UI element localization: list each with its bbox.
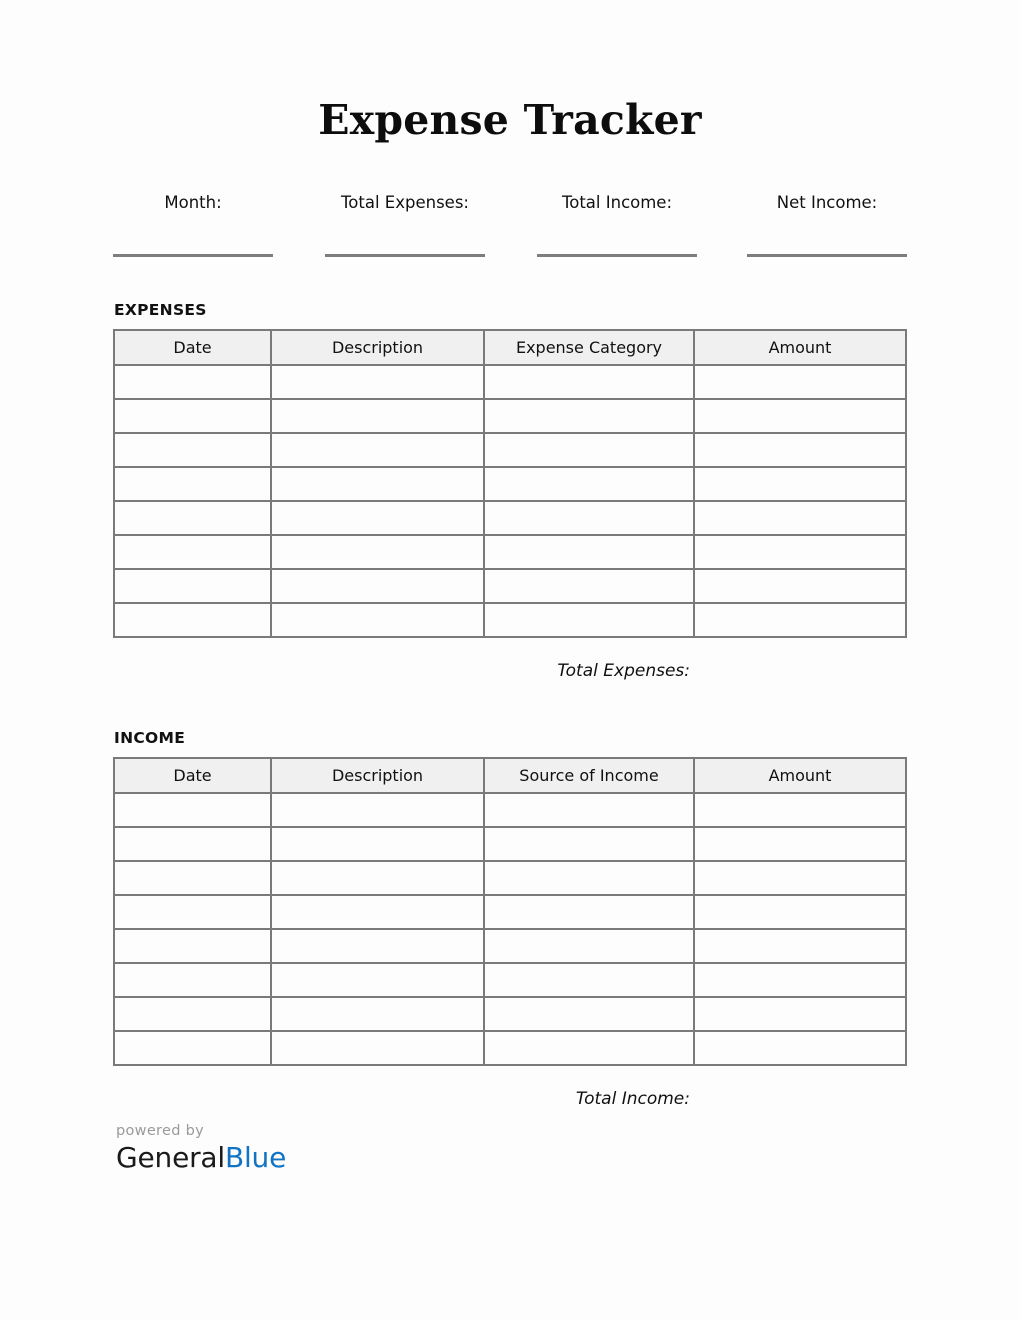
total-expenses-label: Total Expenses: [557, 661, 690, 681]
expenses-column-header-description: Description [271, 330, 484, 365]
income-cell-amount[interactable] [694, 895, 906, 929]
expenses-cell-category[interactable] [484, 535, 694, 569]
table-row [114, 929, 906, 963]
brand-name-blue: Blue [224, 1141, 287, 1174]
powered-by-label: powered by [116, 1123, 205, 1139]
income-cell-description[interactable] [271, 1031, 484, 1065]
income-cell-source[interactable] [484, 963, 694, 997]
expenses-cell-category[interactable] [484, 365, 694, 399]
summary-field-total-income-underline[interactable] [537, 254, 697, 257]
expenses-cell-amount[interactable] [694, 467, 906, 501]
income-cell-date[interactable] [114, 963, 271, 997]
expenses-cell-amount[interactable] [694, 365, 906, 399]
table-row [114, 467, 906, 501]
income-cell-date[interactable] [114, 895, 271, 929]
income-cell-source[interactable] [484, 827, 694, 861]
income-cell-description[interactable] [271, 997, 484, 1031]
summary-field-month-underline[interactable] [113, 254, 273, 257]
income-cell-source[interactable] [484, 1031, 694, 1065]
table-row [114, 433, 906, 467]
table-row [114, 1031, 906, 1065]
expenses-cell-date[interactable] [114, 501, 271, 535]
table-row [114, 501, 906, 535]
income-section-heading: INCOME [114, 729, 186, 747]
expenses-cell-category[interactable] [484, 399, 694, 433]
expenses-cell-description[interactable] [271, 535, 484, 569]
income-cell-amount[interactable] [694, 997, 906, 1031]
income-column-header-date: Date [114, 758, 271, 793]
expenses-column-header-date: Date [114, 330, 271, 365]
brand-name-general: General [116, 1141, 225, 1174]
income-cell-amount[interactable] [694, 861, 906, 895]
table-row [114, 535, 906, 569]
expenses-cell-date[interactable] [114, 535, 271, 569]
income-cell-date[interactable] [114, 861, 271, 895]
summary-field-month-label: Month: [164, 193, 222, 212]
table-row [114, 603, 906, 637]
expenses-cell-description[interactable] [271, 501, 484, 535]
expenses-cell-description[interactable] [271, 603, 484, 637]
expenses-cell-category[interactable] [484, 467, 694, 501]
expenses-cell-date[interactable] [114, 365, 271, 399]
income-cell-amount[interactable] [694, 827, 906, 861]
income-cell-amount[interactable] [694, 929, 906, 963]
summary-field-total-income[interactable] [537, 193, 697, 265]
expenses-cell-amount[interactable] [694, 569, 906, 603]
brand-wordmark [116, 1141, 286, 1175]
income-cell-source[interactable] [484, 861, 694, 895]
expenses-cell-date[interactable] [114, 603, 271, 637]
expenses-cell-category[interactable] [484, 603, 694, 637]
summary-field-net-income[interactable] [747, 193, 907, 265]
table-row [114, 861, 906, 895]
expenses-cell-category[interactable] [484, 569, 694, 603]
expenses-column-header-category: Expense Category [484, 330, 694, 365]
income-cell-amount[interactable] [694, 793, 906, 827]
income-table-header-row [114, 758, 906, 793]
income-cell-amount[interactable] [694, 963, 906, 997]
expenses-cell-date[interactable] [114, 433, 271, 467]
income-column-header-amount: Amount [694, 758, 906, 793]
income-cell-date[interactable] [114, 827, 271, 861]
expenses-table-header-row [114, 330, 906, 365]
table-row [114, 365, 906, 399]
income-cell-description[interactable] [271, 963, 484, 997]
expenses-cell-description[interactable] [271, 365, 484, 399]
expenses-cell-date[interactable] [114, 399, 271, 433]
income-cell-date[interactable] [114, 793, 271, 827]
income-column-header-source: Source of Income [484, 758, 694, 793]
expenses-cell-amount[interactable] [694, 399, 906, 433]
table-row [114, 963, 906, 997]
summary-fields-row [113, 193, 905, 265]
income-cell-source[interactable] [484, 793, 694, 827]
summary-field-month[interactable] [113, 193, 273, 265]
expenses-cell-date[interactable] [114, 569, 271, 603]
income-cell-date[interactable] [114, 929, 271, 963]
table-row [114, 569, 906, 603]
expenses-cell-description[interactable] [271, 399, 484, 433]
table-row [114, 895, 906, 929]
expenses-table-body [114, 365, 906, 637]
summary-field-total-expenses-label: Total Expenses: [341, 193, 469, 212]
income-cell-description[interactable] [271, 929, 484, 963]
table-row [114, 997, 906, 1031]
table-row [114, 399, 906, 433]
expenses-cell-category[interactable] [484, 501, 694, 535]
income-cell-description[interactable] [271, 793, 484, 827]
expenses-cell-amount[interactable] [694, 603, 906, 637]
income-cell-description[interactable] [271, 895, 484, 929]
expenses-cell-description[interactable] [271, 433, 484, 467]
expenses-cell-description[interactable] [271, 569, 484, 603]
summary-field-net-income-label: Net Income: [776, 193, 878, 212]
expenses-section-heading: EXPENSES [114, 301, 207, 319]
expenses-cell-category[interactable] [484, 433, 694, 467]
summary-field-total-expenses[interactable] [325, 193, 485, 265]
page-title: Expense Tracker [318, 96, 702, 144]
table-row [114, 793, 906, 827]
income-table [113, 757, 907, 1066]
table-row [114, 827, 906, 861]
income-table-body [114, 793, 906, 1065]
income-cell-date[interactable] [114, 1031, 271, 1065]
total-income-label: Total Income: [575, 1089, 690, 1109]
income-cell-description[interactable] [271, 827, 484, 861]
income-column-header-description: Description [271, 758, 484, 793]
income-cell-source[interactable] [484, 929, 694, 963]
generalblue-logo [116, 1122, 286, 1175]
summary-field-total-income-label: Total Income: [561, 193, 673, 212]
expenses-cell-amount[interactable] [694, 501, 906, 535]
summary-field-total-expenses-underline[interactable] [325, 254, 485, 257]
expenses-cell-date[interactable] [114, 467, 271, 501]
income-cell-date[interactable] [114, 997, 271, 1031]
summary-field-net-income-underline[interactable] [747, 254, 907, 257]
expenses-cell-description[interactable] [271, 467, 484, 501]
income-cell-source[interactable] [484, 997, 694, 1031]
expenses-table [113, 329, 907, 638]
income-cell-amount[interactable] [694, 1031, 906, 1065]
income-cell-description[interactable] [271, 861, 484, 895]
expenses-cell-amount[interactable] [694, 535, 906, 569]
expenses-column-header-amount: Amount [694, 330, 906, 365]
income-cell-source[interactable] [484, 895, 694, 929]
expenses-cell-amount[interactable] [694, 433, 906, 467]
